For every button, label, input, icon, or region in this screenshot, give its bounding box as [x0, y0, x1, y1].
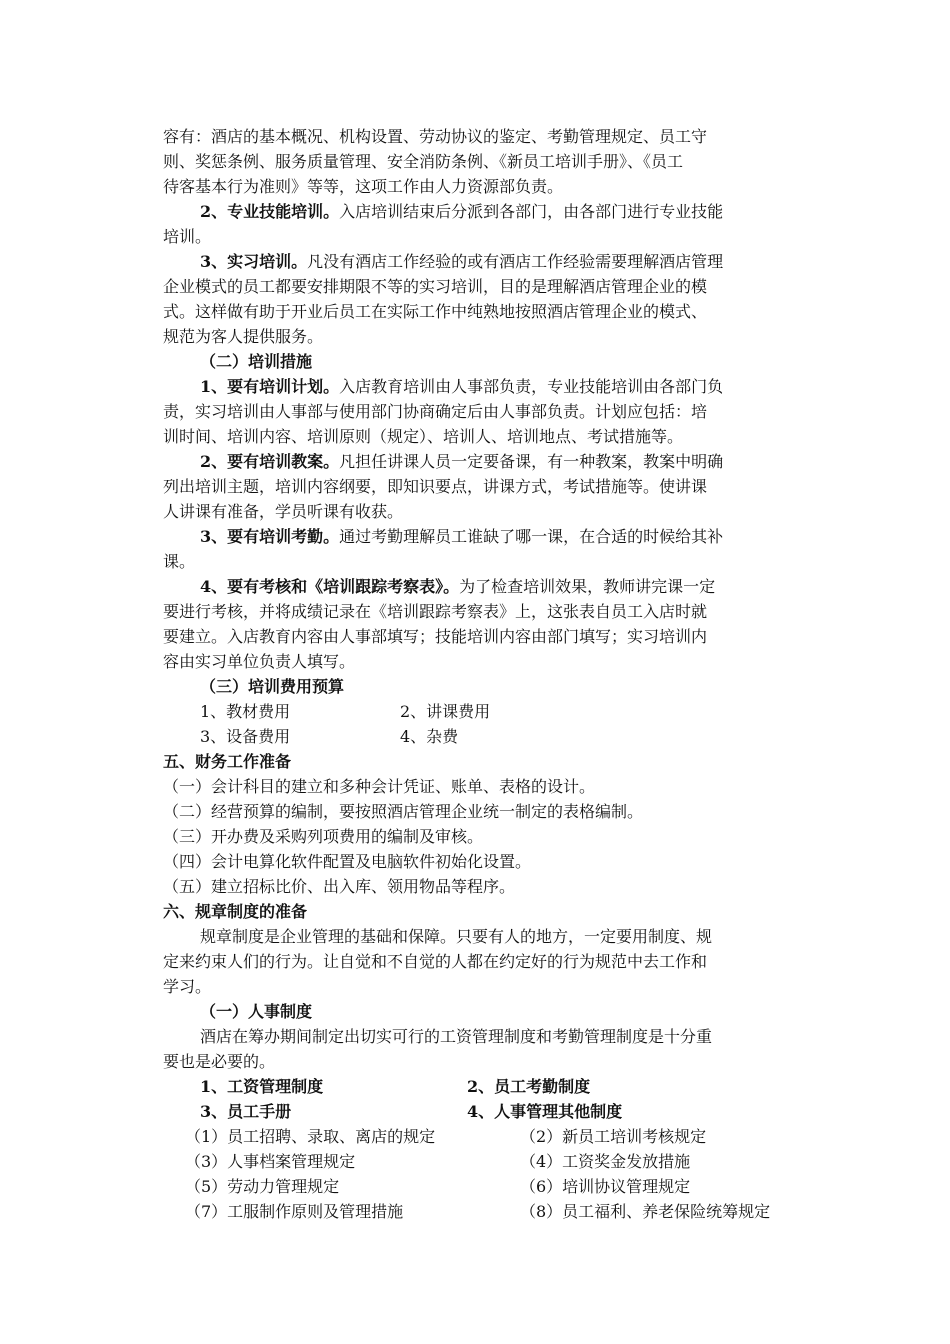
document-page: [163, 124, 828, 1224]
budget-row: [163, 724, 828, 749]
rule-row: [163, 1149, 828, 1174]
paragraph-line: 企业模式的员工都要安排期限不等的实习培训，目的是理解酒店管理企业的模: [163, 277, 708, 296]
list-item: （四）会计电算化软件配置及电脑软件初始化设置。: [163, 852, 532, 871]
item-heading: 1、要有培训计划。: [200, 377, 340, 396]
system-item: 2、员工考勤制度: [467, 1077, 591, 1096]
numbered-item: [163, 574, 828, 599]
list-item: （二）经营预算的编制，要按照酒店管理企业统一制定的表格编制。: [163, 802, 644, 821]
budget-row: [163, 699, 828, 724]
paragraph-line: 定来约束人们的行为。让自觉和不自觉的人都在约定好的行为规范中去工作和: [163, 952, 708, 971]
rule-item: （3）人事档案管理规定: [185, 1152, 356, 1171]
budget-item: 2、讲课费用: [400, 702, 491, 721]
paragraph-line: 学习。: [163, 977, 212, 996]
item-heading: 2、要有培训教案。: [200, 452, 340, 471]
list-item: （五）建立招标比价、出入库、领用物品等程序。: [163, 877, 516, 896]
rule-row: [163, 1124, 828, 1149]
system-item: 4、人事管理其他制度: [467, 1102, 623, 1121]
system-item: 1、工资管理制度: [200, 1077, 324, 1096]
paragraph-line: 列出培训主题，培训内容纲要，即知识要点，讲课方式，考试措施等。使讲课: [163, 477, 708, 496]
numbered-item: [163, 449, 828, 474]
paragraph-line: 要也是必要的。: [163, 1052, 276, 1071]
item-heading: 4、要有考核和《培训跟踪考察表》。: [200, 577, 460, 596]
item-text: 入店培训结束后分派到各部门，由各部门进行专业技能: [339, 202, 724, 221]
system-row: [163, 1099, 828, 1124]
budget-item: 1、教材费用: [200, 702, 291, 721]
section-heading: 五、财务工作准备: [163, 752, 292, 771]
subsection-heading: （二）培训措施: [200, 352, 313, 371]
paragraph-line: 要建立。入店教育内容由人事部填写；技能培训内容由部门填写；实习培训内: [163, 627, 708, 646]
rule-item: （6）培训协议管理规定: [520, 1177, 691, 1196]
paragraph-line: 人讲课有准备，学员听课有收获。: [163, 502, 404, 521]
paragraph-line: 则、奖惩条例、服务质量管理、安全消防条例、《新员工培训手册》、《员工: [163, 152, 684, 171]
item-heading: 3、要有培训考勤。: [200, 527, 340, 546]
paragraph-line: 规章制度是企业管理的基础和保障。只要有人的地方，一定要用制度、规: [200, 927, 713, 946]
paragraph-line: 容有：酒店的基本概况、机构设置、劳动协议的鉴定、考勤管理规定、员工守: [163, 127, 708, 146]
paragraph-line: 要进行考核，并将成绩记录在《培训跟踪考察表》上，这张表自员工入店时就: [163, 602, 708, 621]
item-text: 凡担任讲课人员一定要备课，有一种教案，教案中明确: [339, 452, 724, 471]
rule-item: （2）新员工培训考核规定: [520, 1127, 707, 1146]
paragraph-line: 培训。: [163, 227, 212, 246]
budget-item: 4、杂费: [400, 727, 459, 746]
paragraph-line: 责，实习培训由人事部与使用部门协商确定后由人事部负责。计划应包括：培: [163, 402, 708, 421]
subsection-heading: （一）人事制度: [200, 1002, 313, 1021]
item-text: 通过考勤理解员工谁缺了哪一课，在合适的时候给其补: [339, 527, 724, 546]
rule-item: （7）工服制作原则及管理措施: [185, 1202, 404, 1221]
section-heading: 六、规章制度的准备: [163, 902, 308, 921]
numbered-item: [163, 199, 828, 224]
rule-row: [163, 1199, 828, 1224]
paragraph-line: 规范为客人提供服务。: [163, 327, 324, 346]
budget-item: 3、设备费用: [200, 727, 291, 746]
item-heading: 2、专业技能培训。: [200, 202, 340, 221]
item-heading: 3、实习培训。: [200, 252, 308, 271]
item-text: 为了检查培训效果，教师讲完课一定: [459, 577, 716, 596]
system-item: 3、员工手册: [200, 1102, 292, 1121]
numbered-item: [163, 249, 828, 274]
paragraph-line: 式。这样做有助于开业后员工在实际工作中纯熟地按照酒店管理企业的模式、: [163, 302, 708, 321]
list-item: （三）开办费及采购列项费用的编制及审核。: [163, 827, 484, 846]
numbered-item: [163, 524, 828, 549]
paragraph-line: 待客基本行为准则》等等，这项工作由人力资源部负责。: [163, 177, 564, 196]
paragraph-line: 酒店在筹办期间制定出切实可行的工资管理制度和考勤管理制度是十分重: [200, 1027, 713, 1046]
rule-item: （8）员工福利、养老保险统筹规定: [520, 1202, 771, 1221]
list-item: （一）会计科目的建立和多种会计凭证、账单、表格的设计。: [163, 777, 596, 796]
rule-row: [163, 1174, 828, 1199]
subsection-heading: （三）培训费用预算: [200, 677, 345, 696]
rule-item: （5）劳动力管理规定: [185, 1177, 340, 1196]
paragraph-line: 训时间、培训内容、培训原则（规定）、培训人、培训地点、考试措施等。: [163, 427, 684, 446]
item-text: 凡没有酒店工作经验的或有酒店工作经验需要理解酒店管理: [307, 252, 724, 271]
item-text: 入店教育培训由人事部负责，专业技能培训由各部门负: [339, 377, 724, 396]
paragraph-line: 容由实习单位负责人填写。: [163, 652, 356, 671]
rule-item: （4）工资奖金发放措施: [520, 1152, 691, 1171]
rule-item: （1）员工招聘、录取、离店的规定: [185, 1127, 436, 1146]
numbered-item: [163, 374, 828, 399]
system-row: [163, 1074, 828, 1099]
paragraph-line: 课。: [163, 552, 196, 571]
